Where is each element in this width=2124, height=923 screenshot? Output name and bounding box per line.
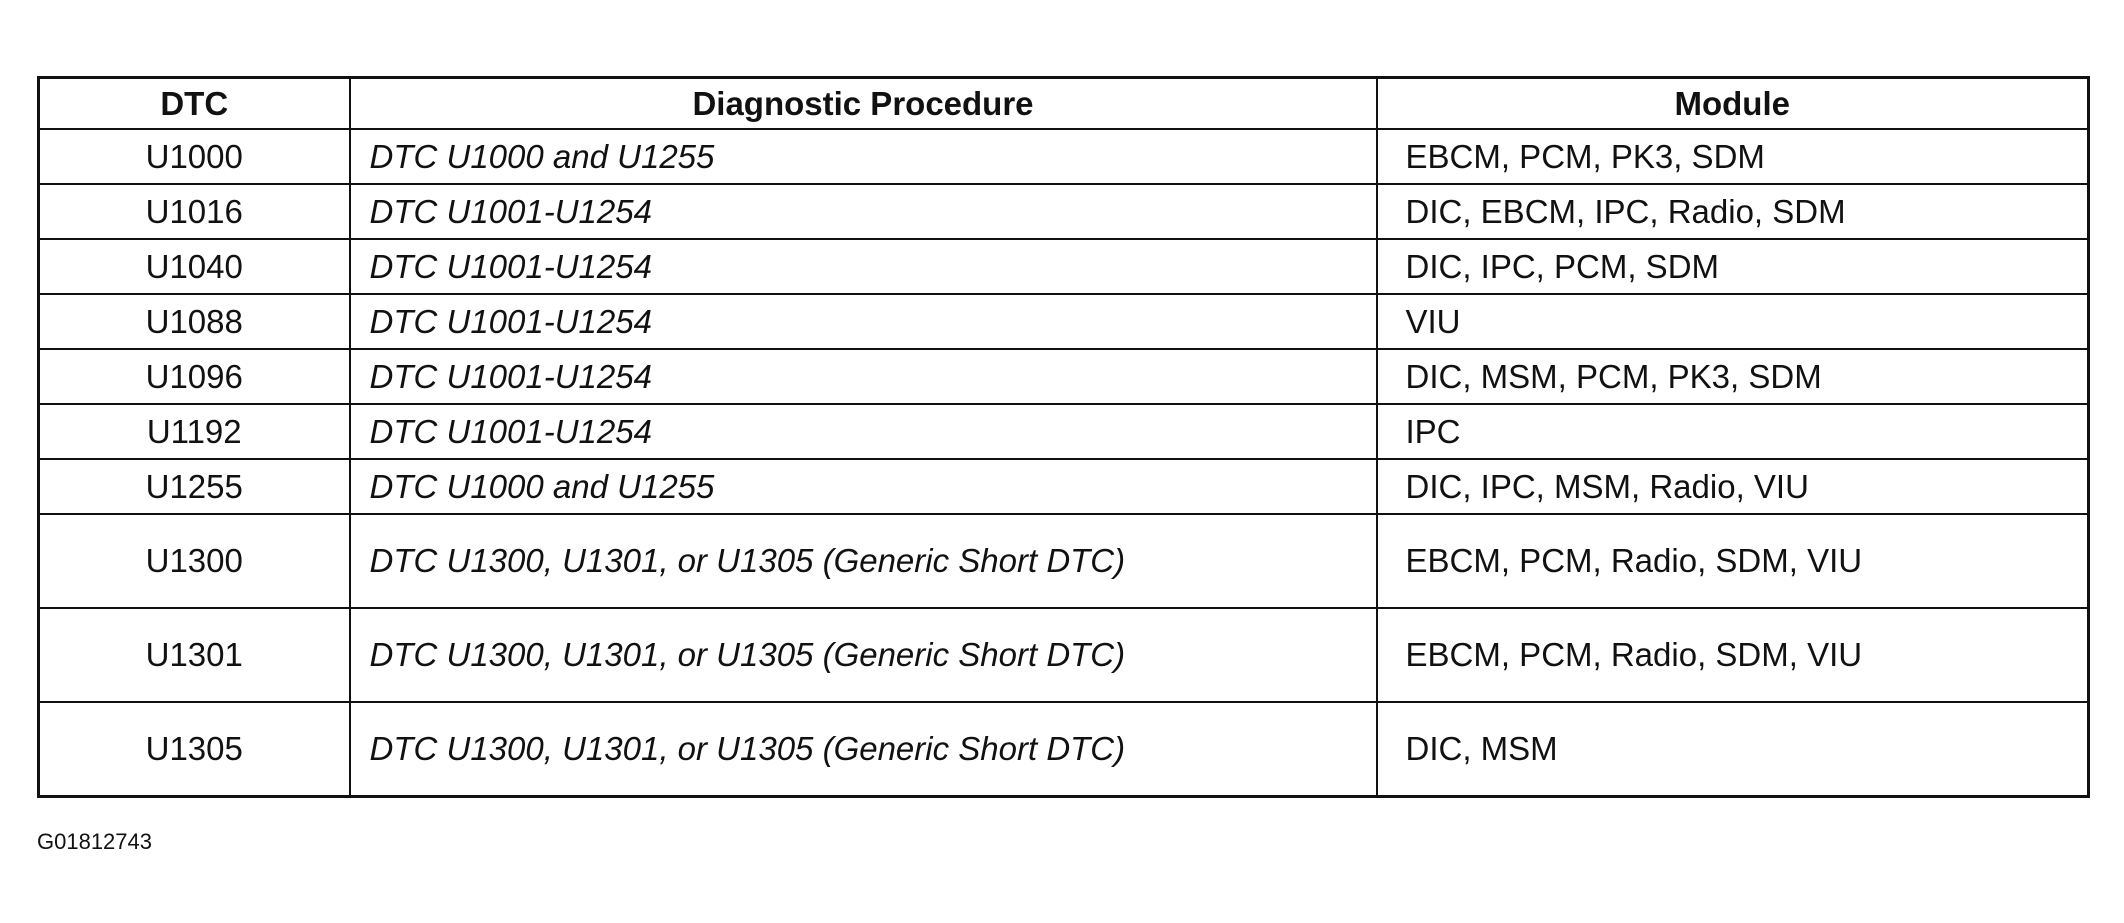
- module-cell: VIU: [1377, 294, 2089, 349]
- dtc-code-cell: U1300: [39, 514, 350, 608]
- module-cell: DIC, IPC, MSM, Radio, VIU: [1377, 459, 2089, 514]
- table-row: [39, 349, 2089, 404]
- table-row: [39, 608, 2089, 702]
- dtc-code-cell: U1255: [39, 459, 350, 514]
- diagnostic-procedure-cell: DTC U1001-U1254: [350, 349, 1377, 404]
- diagnostic-procedure-cell: DTC U1300, U1301, or U1305 (Generic Short DTC): [350, 514, 1377, 608]
- table-row: [39, 459, 2089, 514]
- table-row: [39, 702, 2089, 797]
- dtc-code-cell: U1040: [39, 239, 350, 294]
- diagnostic-procedure-cell: DTC U1000 and U1255: [350, 459, 1377, 514]
- module-cell: EBCM, PCM, Radio, SDM, VIU: [1377, 608, 2089, 702]
- dtc-code-cell: U1192: [39, 404, 350, 459]
- dtc-code-cell: U1301: [39, 608, 350, 702]
- table-row: [39, 239, 2089, 294]
- header-diagnostic-procedure: Diagnostic Procedure: [350, 78, 1377, 130]
- module-cell: DIC, MSM: [1377, 702, 2089, 797]
- figure-id: G01812743: [37, 829, 152, 854]
- diagnostic-procedure-cell: DTC U1000 and U1255: [350, 129, 1377, 184]
- diagnostic-procedure-cell: DTC U1001-U1254: [350, 404, 1377, 459]
- module-cell: DIC, MSM, PCM, PK3, SDM: [1377, 349, 2089, 404]
- table-row: [39, 514, 2089, 608]
- table-row: [39, 129, 2089, 184]
- module-cell: DIC, EBCM, IPC, Radio, SDM: [1377, 184, 2089, 239]
- module-cell: IPC: [1377, 404, 2089, 459]
- dtc-code-cell: U1305: [39, 702, 350, 797]
- diagnostic-procedure-cell: DTC U1300, U1301, or U1305 (Generic Short DTC): [350, 608, 1377, 702]
- dtc-code-cell: U1000: [39, 129, 350, 184]
- module-cell: DIC, IPC, PCM, SDM: [1377, 239, 2089, 294]
- table-row: [39, 404, 2089, 459]
- diagnostic-procedure-cell: DTC U1001-U1254: [350, 184, 1377, 239]
- dtc-code-cell: U1096: [39, 349, 350, 404]
- diagnostic-procedure-cell: DTC U1001-U1254: [350, 294, 1377, 349]
- table-row: [39, 294, 2089, 349]
- dtc-code-cell: U1088: [39, 294, 350, 349]
- dtc-code-cell: U1016: [39, 184, 350, 239]
- diagnostic-procedure-cell: DTC U1001-U1254: [350, 239, 1377, 294]
- table-header-row: [39, 78, 2089, 130]
- module-cell: EBCM, PCM, Radio, SDM, VIU: [1377, 514, 2089, 608]
- header-dtc: DTC: [39, 78, 350, 130]
- table-row: [39, 184, 2089, 239]
- dtc-table: [37, 76, 2090, 798]
- header-module: Module: [1377, 78, 2089, 130]
- module-cell: EBCM, PCM, PK3, SDM: [1377, 129, 2089, 184]
- diagnostic-procedure-cell: DTC U1300, U1301, or U1305 (Generic Short DTC): [350, 702, 1377, 797]
